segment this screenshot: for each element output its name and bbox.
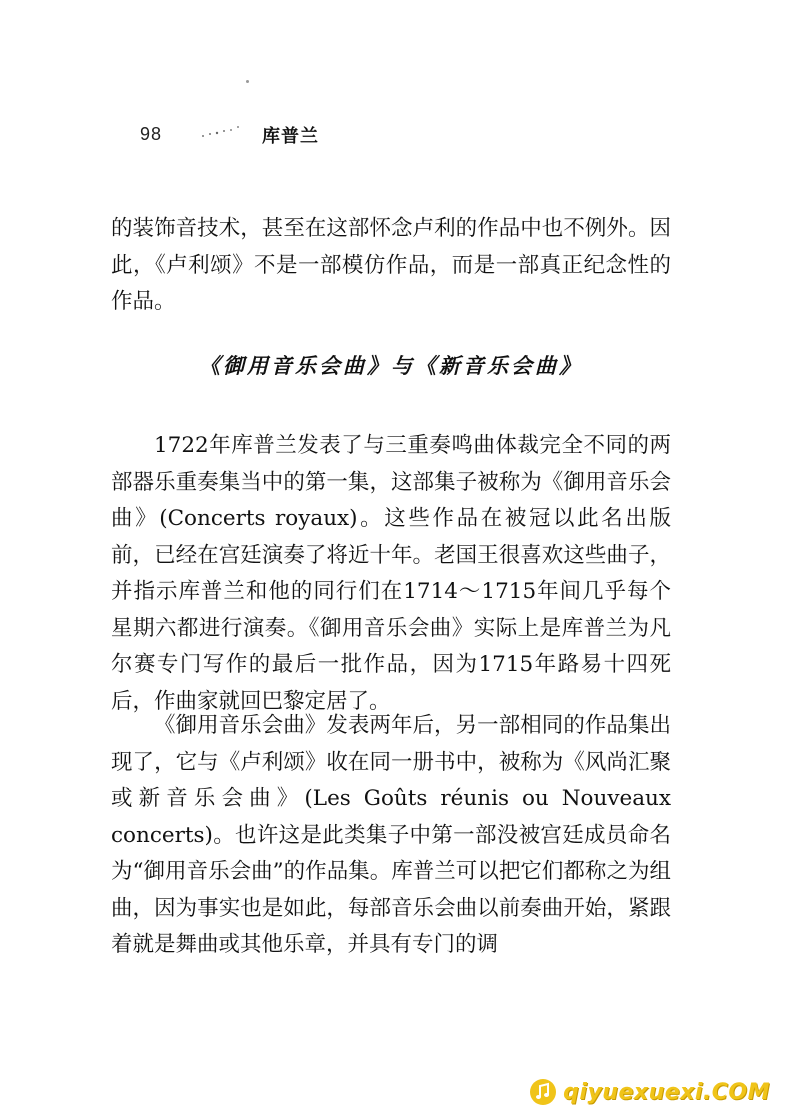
running-title: 库普兰	[262, 126, 319, 147]
page-number: 98	[140, 124, 163, 144]
scan-speck	[246, 80, 249, 83]
music-note-icon	[529, 1078, 557, 1106]
header-flourish-ornament	[197, 122, 247, 142]
continued-paragraph: 的装饰音技术，甚至在这部怀念卢利的作品中也不例外。因此，《卢利颂》不是一部模仿作品，而是一部真正纪念性的作品。	[111, 216, 671, 314]
site-watermark	[529, 1078, 770, 1106]
body-paragraph: 1722年库普兰发表了与三重奏鸣曲体裁完全不同的两部器乐重奏集当中的第一集，这部集子被称为《御用音乐会曲》(Concerts royaux)。这些作品在被冠以此名出版前，已经在宫廷演奏了将近十年。老国王很喜欢这些曲子，并指示库普兰和他的同行们在1714～1715年间几乎每个星期六都进行演奏。《御用音乐会曲》实际上是库普兰为凡尔赛专门写作的最后一批作品，因为1715年路易十四死后，作曲家就回巴黎定居了。	[111, 433, 671, 714]
section-heading: 《御用音乐会曲》与《新音乐会曲》	[199, 354, 583, 378]
page-header	[0, 120, 794, 150]
body-paragraph: 《御用音乐会曲》发表两年后，另一部相同的作品集出现了，它与《卢利颂》收在同一册书中，被称为《风尚汇聚或新音乐会曲》(Les Goûts réunis ou Nouveaux concerts)。也许这是此类集子中第一部没被宫廷成员命名为“御用音乐会曲”的作品集。库普兰可以把它们都称之为组曲，因为事实也是如此，每部音乐会曲以前奏曲开始，紧跟着就是舞曲或其他乐章，并具有专门的调	[111, 713, 671, 957]
watermark-text: qiyuexuexi.COM	[563, 1079, 770, 1105]
